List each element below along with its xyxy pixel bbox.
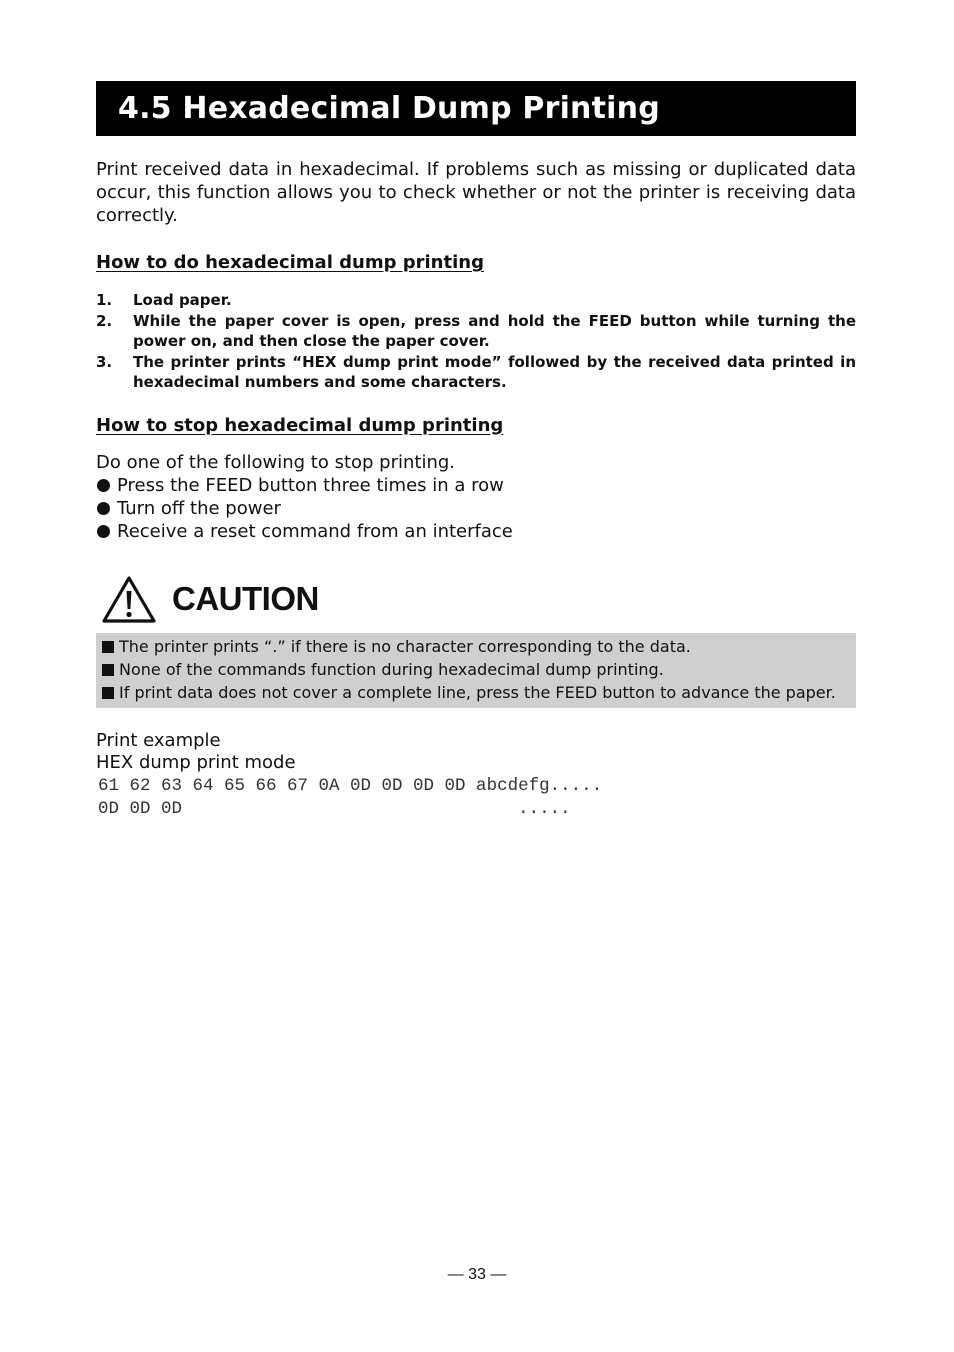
caution-text: None of the commands function during hexadecimal dump printing. xyxy=(119,659,664,679)
list-item xyxy=(96,474,856,497)
bullet-icon xyxy=(97,525,110,538)
step-number: 1. xyxy=(96,291,113,309)
step-item xyxy=(96,352,856,393)
list-item xyxy=(96,520,856,543)
caution-item xyxy=(102,635,851,658)
bullet-text: Receive a reset command from an interface xyxy=(117,520,513,542)
caution-item xyxy=(102,681,851,704)
bullet-text: Turn off the power xyxy=(117,497,281,519)
caution-text: The printer prints “.” if there is no character corresponding to the data. xyxy=(119,636,691,656)
square-bullet-icon xyxy=(102,687,114,699)
square-bullet-icon xyxy=(102,641,114,653)
caution-text: If print data does not cover a complete line, press the FEED button to advance the paper. xyxy=(119,682,836,702)
caution-list xyxy=(102,635,851,704)
manual-page xyxy=(96,81,856,821)
how-to-stop-heading: How to stop hexadecimal dump printing xyxy=(96,414,504,436)
square-bullet-icon xyxy=(102,664,114,676)
step-item xyxy=(96,311,856,352)
step-text: While the paper cover is open, press and hold the FEED button while turning the power on, and then close the paper cover. xyxy=(133,311,856,350)
step-text: Load paper. xyxy=(133,291,232,309)
bullet-icon xyxy=(97,502,110,515)
bullet-text: Press the FEED button three times in a row xyxy=(117,474,504,496)
example-label: Print example xyxy=(96,729,221,751)
title-bar xyxy=(96,81,856,136)
warning-triangle-icon xyxy=(102,575,156,623)
page-number: — 33 — xyxy=(447,1266,507,1283)
intro-paragraph: Print received data in hexadecimal. If problems such as missing or duplicated data occur, this function allows you to check whether or not the printer is receiving data correctly. xyxy=(96,159,856,226)
bullet-icon xyxy=(97,479,110,492)
stop-bullet-list xyxy=(96,474,856,543)
caution-item xyxy=(102,658,851,681)
step-number: 3. xyxy=(96,352,113,371)
hex-line: 61 62 63 64 65 66 67 0A 0D 0D 0D 0D abcdefg..... xyxy=(98,775,603,796)
caution-header xyxy=(96,571,856,627)
steps-list xyxy=(96,290,856,393)
step-text: The printer prints “HEX dump print mode” followed by the received data printed in hexadecimal numbers and some characters. xyxy=(133,352,856,391)
caution-label: CAUTION xyxy=(172,579,319,617)
hex-line: 0D 0D 0D ..... xyxy=(98,798,603,819)
list-item xyxy=(96,497,856,520)
step-item xyxy=(96,290,856,311)
stop-intro: Do one of the following to stop printing. xyxy=(96,451,456,473)
caution-box xyxy=(96,633,856,708)
step-number: 2. xyxy=(96,311,113,330)
page-title: 4.5 Hexadecimal Dump Printing xyxy=(118,91,660,126)
how-to-do-heading: How to do hexadecimal dump printing xyxy=(96,252,484,273)
example-mode: HEX dump print mode xyxy=(96,751,296,773)
